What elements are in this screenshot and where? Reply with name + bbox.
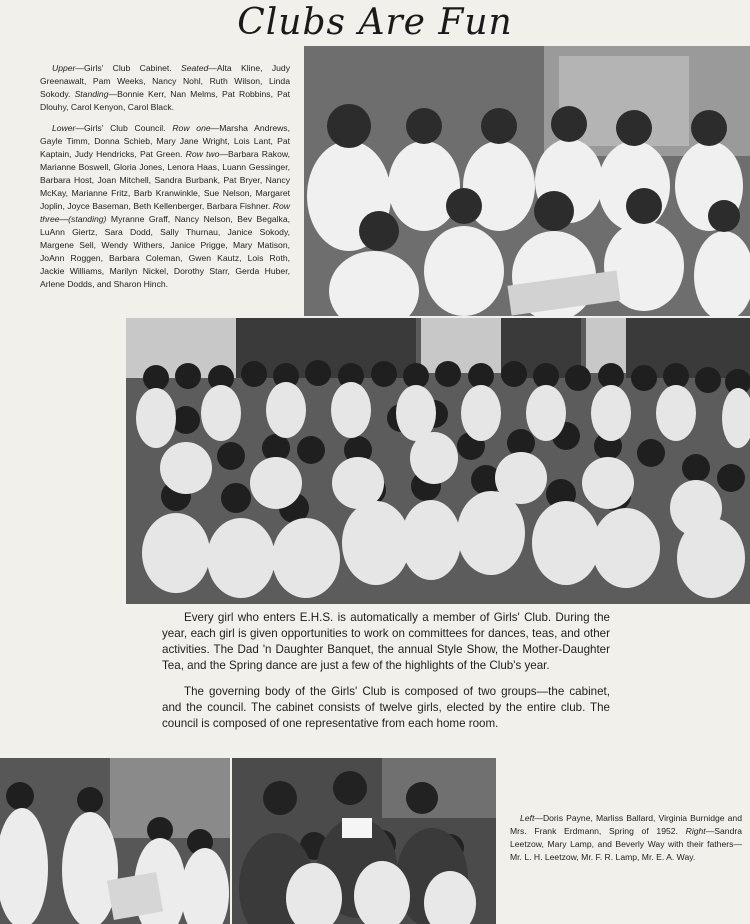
row-three-label: Row three—(standing) [40,201,290,224]
seated-text: —Alta Kline, Judy Greenawalt, Pam Weeks, Nancy Nohl, Ruth Wilson, Linda Sokody. [40,63,290,99]
body-text [162,610,610,742]
row-two-label: Row two [185,149,220,159]
standing-label: Standing [74,89,109,99]
body-paragraph-1: Every girl who enters E.H.S. is automatically a member of Girls' Club. During the year, each girl is given opportunities to work on committees for dances, teas, and other activities. The Dad 'n Daughter Banquet, the annual Style Show, the Mother-Daughter Tea, and the Spring dance are just a few of the highlights of the Club's year. [162,611,610,672]
cabinet-photo [304,46,750,316]
left-text: —Doris Payne, Marliss Ballard, Virginia Burnidge and Mrs. Frank Erdmann, Spring of 1952. [510,813,742,836]
row-two-text: —Barbara Rakow, Marianne Boswell, Gloria Jones, Lenora Haas, Luann Gessinger, Barbara Host, Joan Mitchell, Sandra Burbank, Pat Bryer, Nancy McKay, Marianne Fritz, Barb Kranwinkle, Sue Nelson, Margaret Joplin, Joyce Baseman, Beth Kellenberger, Barbara Fishner. [40,149,290,211]
cabinet-caption [40,62,290,114]
spring-photo [0,758,230,924]
row-one-text: —Marsha Andrews, Gayle Timm, Donna Schieb, Mary Jane Wright, Lois Lant, Pat Kaptain, Judy Hendricks, Pat Green. [40,123,290,159]
fathers-photo [232,758,496,924]
right-label: Right [685,826,706,836]
upper-label: Upper [52,63,76,73]
row-three-text: Myranne Graff, Nancy Nelson, Bev Begalka, LuAnn Giertz, Sara Dodd, Sally Thurnau, Janice Sokody, Margene Sell, Wendy Withers, Janice Prigge, Mary Matison, JoAnn Roggen, Barbara Coleman, Gwen Kautz, Lois Roth, Jackie Williams, Marilyn Nickel, Dorothy Starr, Gerda Huber, Arlene Dodds, and Sharon Hinch. [40,214,290,289]
page-title: Clubs Are Fun [237,2,513,43]
upper-caption [40,62,290,299]
council-caption [40,122,290,291]
upper-text: —Girls' Club Cabinet. [75,63,182,73]
bottom-caption-text [510,812,742,864]
council-photo [126,318,750,604]
bottom-caption [510,812,742,864]
left-label: Left [520,813,535,823]
row-one-label: Row one [172,123,211,133]
body-paragraph-2: The governing body of the Girls' Club is composed of two groups—the cabinet, and the council. The cabinet consists of twelve girls, elected by the entire club. The council is composed of one representative from each home room. [162,685,610,730]
right-text: —Sandra Leetzow, Mary Lamp, and Beverly Way with their fathers—Mr. L. H. Leetzow, Mr. F. R. Lamp, Mr. E. A. Way. [510,826,742,862]
lower-text: —Girls' Club Council. [75,123,173,133]
seated-label: Seated [181,63,209,73]
standing-text: —Bonnie Kerr, Nan Melms, Pat Robbins, Pat Dlouhy, Carol Kenyon, Carol Black. [40,89,290,112]
lower-label: Lower [52,123,76,133]
